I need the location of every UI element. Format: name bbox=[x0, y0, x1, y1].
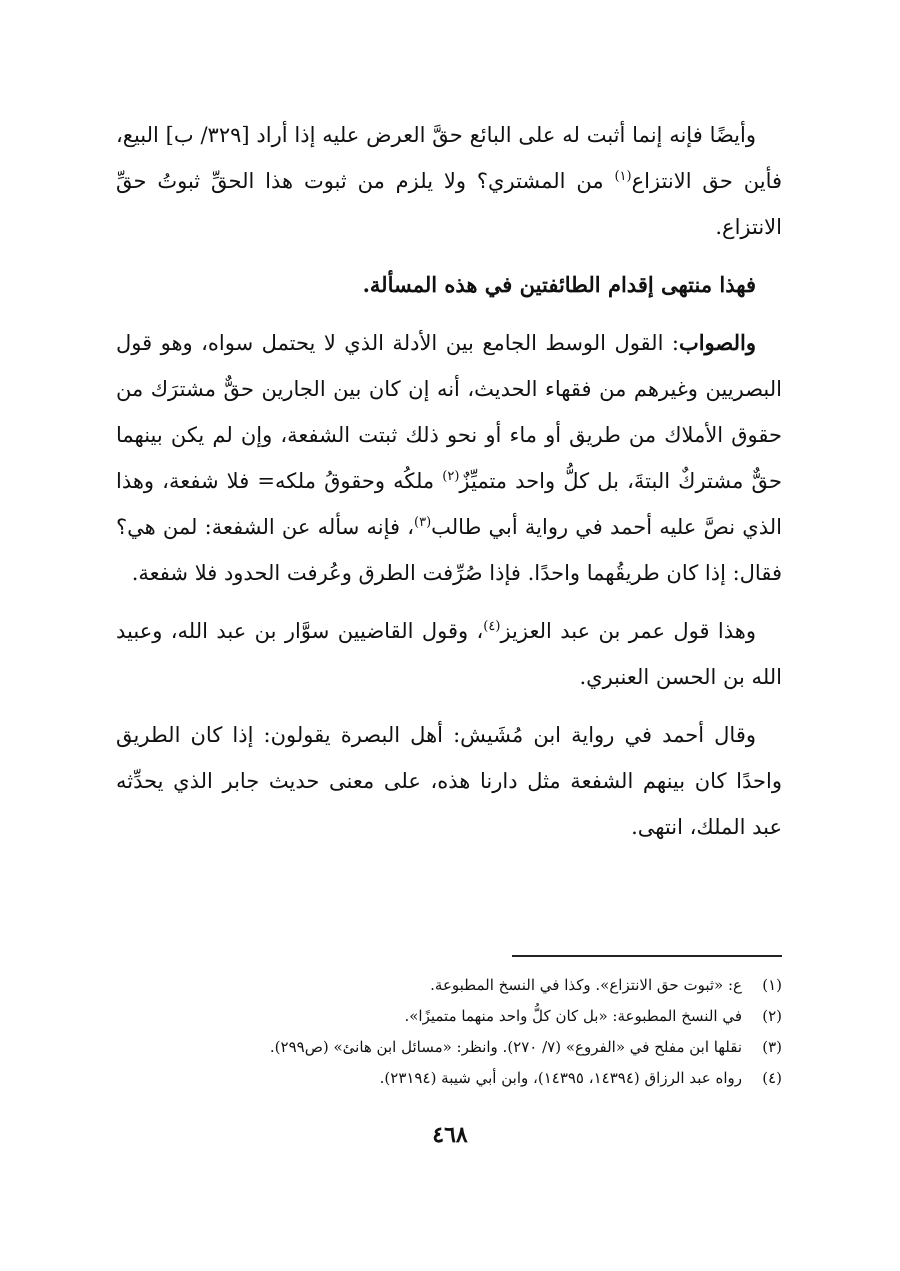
footnote-item bbox=[116, 1032, 782, 1063]
footnote-number: (٣) bbox=[762, 1038, 782, 1056]
footnote-number: (٤) bbox=[762, 1069, 782, 1087]
footnote-ref-4[interactable]: (٤) bbox=[483, 619, 501, 634]
footnote-text: نقلها ابن مفلح في «الفروع» (٧/ ٢٧٠). وانظر: «مسائل ابن هانئ» (ص٢٩٩). bbox=[269, 1038, 742, 1056]
paragraph-5: وقال أحمد في رواية ابن مُشَيش: أهل البصرة يقولون: إذا كان الطريق واحدًا كان بينهم الشفعة مثل دارنا هذه، على معنى حديث جابر الذي يحدِّثه عبد الملك، انتهى. bbox=[116, 723, 782, 839]
paragraph-2-heading: فهذا منتهى إقدام الطائفتين في هذه المسألة. bbox=[362, 272, 756, 297]
footnote-item bbox=[116, 1001, 782, 1032]
page-number: ٤٦٨ bbox=[432, 1122, 468, 1148]
paragraph-1-text-b: من المشتري؟ ولا يلزم من ثبوت هذا الحقِّ ثبوتُ حقِّ الانتزاع. bbox=[116, 169, 782, 239]
footnote-item bbox=[116, 1063, 782, 1094]
paragraph-3-text-b: ملكُه وحقوقُ ملكه= فلا شفعة، وهذا الذي نصَّ عليه أحمد في رواية أبي طالب bbox=[116, 469, 782, 539]
footnote-text: ع: «ثبوت حق الانتزاع». وكذا في النسخ المطبوعة. bbox=[430, 976, 742, 994]
paragraph-3 bbox=[116, 320, 782, 596]
footnote-number: (٢) bbox=[762, 1007, 782, 1025]
paragraph-1 bbox=[116, 112, 782, 250]
footnote-text: رواه عبد الرزاق (١٤٣٩٤، ١٤٣٩٥)، وابن أبي شيبة (٢٣١٩٤). bbox=[379, 1069, 742, 1087]
paragraph-1-text-a: وأيضًا فإنه إنما أثبت له على البائع حقَّ العرض عليه إذا أراد [٣٢٩/ ب] البيع، فأين حق الانتزاع bbox=[116, 123, 783, 193]
paragraph-3-lead: والصواب bbox=[678, 330, 756, 355]
paragraph-4-text-b: ، وقول القاضيين سوَّار بن عبد الله، وعبيد الله بن الحسن العنبري. bbox=[116, 619, 782, 689]
paragraph-4-text-a: وهذا قول عمر بن عبد العزيز bbox=[500, 619, 756, 643]
footnote-number: (١) bbox=[762, 976, 782, 994]
paragraph-3-text-a: : القول الوسط الجامع بين الأدلة الذي لا يحتمل سواه، وهو قول البصريين وغيرهم من فقهاء الحديث، أنه إن كان بين الجارين حقٌّ مشترَك من حقوق الأملاك من طريق أو ماء أو نحو ذلك ثبتت الشفعة، وإن لم يكن بينهما حقٌّ مشتركٌ البتةَ، بل كلُّ واحد متميِّزٌ bbox=[116, 331, 782, 493]
paragraph-3-text-c: ، فإنه سأله عن الشفعة: لمن هي؟ فقال: إذا كان طريقُهما واحدًا. فإذا صُرِّفت الطرق وعُرفت الحدود فلا شفعة. bbox=[116, 515, 782, 585]
footnote-ref-1[interactable]: (١) bbox=[614, 169, 632, 184]
footnote-item bbox=[116, 970, 782, 1001]
footnote-text: في النسخ المطبوعة: «بل كان كلُّ واحد منهما متميزًا». bbox=[404, 1007, 742, 1025]
footnote-ref-2[interactable]: (٢) bbox=[442, 469, 460, 484]
main-text bbox=[116, 112, 782, 850]
paragraph-4 bbox=[116, 608, 782, 700]
footnote-ref-3[interactable]: (٣) bbox=[414, 515, 432, 530]
footnotes bbox=[116, 970, 782, 1094]
footnote-divider bbox=[512, 955, 782, 957]
